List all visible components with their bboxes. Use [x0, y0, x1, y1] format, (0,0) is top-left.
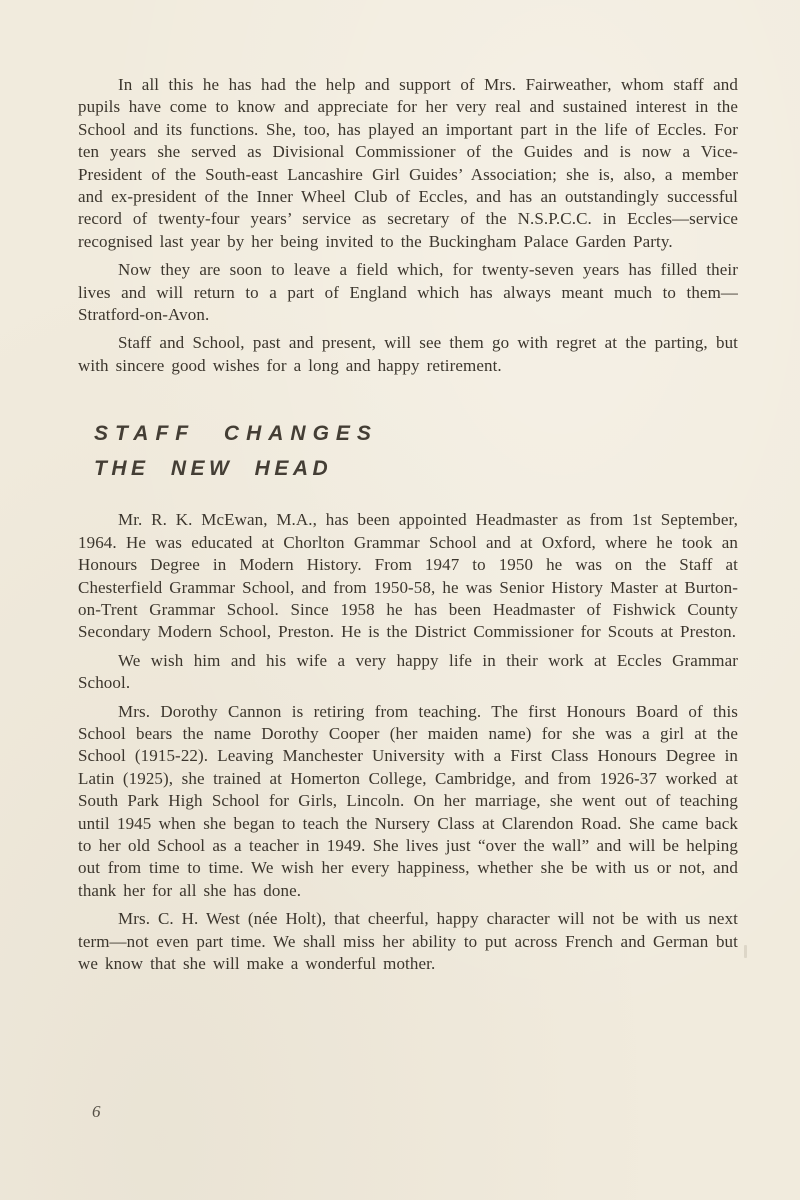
paragraph-retirement-wishes: Staff and School, past and present, will see them go with regret at the parting, but with sincere good wishes for a long and happy retirement. — [78, 333, 738, 375]
paragraph-good-wishes-mcewan: We wish him and his wife a very happy life in their work at Eccles Grammar School. — [78, 650, 738, 693]
paragraph-mrs-west-departure: Mrs. C. H. West (née Holt), that cheerful, happy character will not be with us next term—not even part time. We shall miss her ability to put across French and German but we know that she will make a wonderful mother. — [78, 909, 738, 973]
paragraph-leaving-for-stratford: Now they are soon to leave a field which, for twenty-seven years has filled their lives and will return to a part of England which has always meant much to them—Stratford-on-Avon. — [78, 260, 738, 325]
paragraph-fairweather-tribute: In all this he has had the help and support of Mrs. Fairweather, whom staff and pupils have come to know and appreciate for her very real and sustained interest in the School and its functions. She, too, has played an important part in the life of Eccles. For ten years she served as Divisional Commissioner of the Guides and is now a Vice-President of the South-east Lancashire Girl Guides’ Association; she is, also, a member and ex-president of the Inner Wheel Club of Eccles, and has an outstandingly successful record of twenty-four years’ service as secretary of the N.S.P.C.C. in Eccles—service recognised last year by her being invited to the Buckingham Palace Garden Party. — [78, 75, 738, 251]
paragraph-mcewan-appointment: Mr. R. K. McEwan, M.A., has been appointed Headmaster as from 1st September, 1964. He was educated at Chorlton Grammar School and at Oxford, where he took an Honours Degree in Modern History. From 1947 to 1950 he was on the Staff at Chesterfield Grammar School, and from 1950-58, he was Senior History Master at Burton-on-Trent Grammar School. Since 1958 he has been Headmaster of Fishwick County Secondary Modern School, Preston. He is the District Commissioner for Scouts at Preston. — [78, 510, 738, 642]
body-text-column — [78, 74, 738, 981]
subsection-heading-the-new-head: THE NEW HEAD — [94, 457, 333, 481]
page-number: 6 — [92, 1102, 101, 1121]
section-heading-staff-changes: STAFF CHANGES — [94, 422, 378, 446]
scan-artifact-mark — [744, 945, 747, 958]
paragraph-dorothy-cannon-retirement: Mrs. Dorothy Cannon is retiring from teaching. The first Honours Board of this School bears the name Dorothy Cooper (her maiden name) for she was a girl at the School (1915-22). Leaving Manchester University with a First Class Honours Degree in Latin (1925), she trained at Homerton College, Cambridge, and from 1926-37 worked at South Park High School for Girls, Lincoln. On her marriage, she went out of teaching until 1945 when she began to teach the Nursery Class at Clarendon Road. She came back to her old School as a teacher in 1949. She lives just “over the wall” and will be helping out from time to time. We wish her every happiness, whether she be with us or not, and thank her for all she has done. — [78, 701, 738, 900]
